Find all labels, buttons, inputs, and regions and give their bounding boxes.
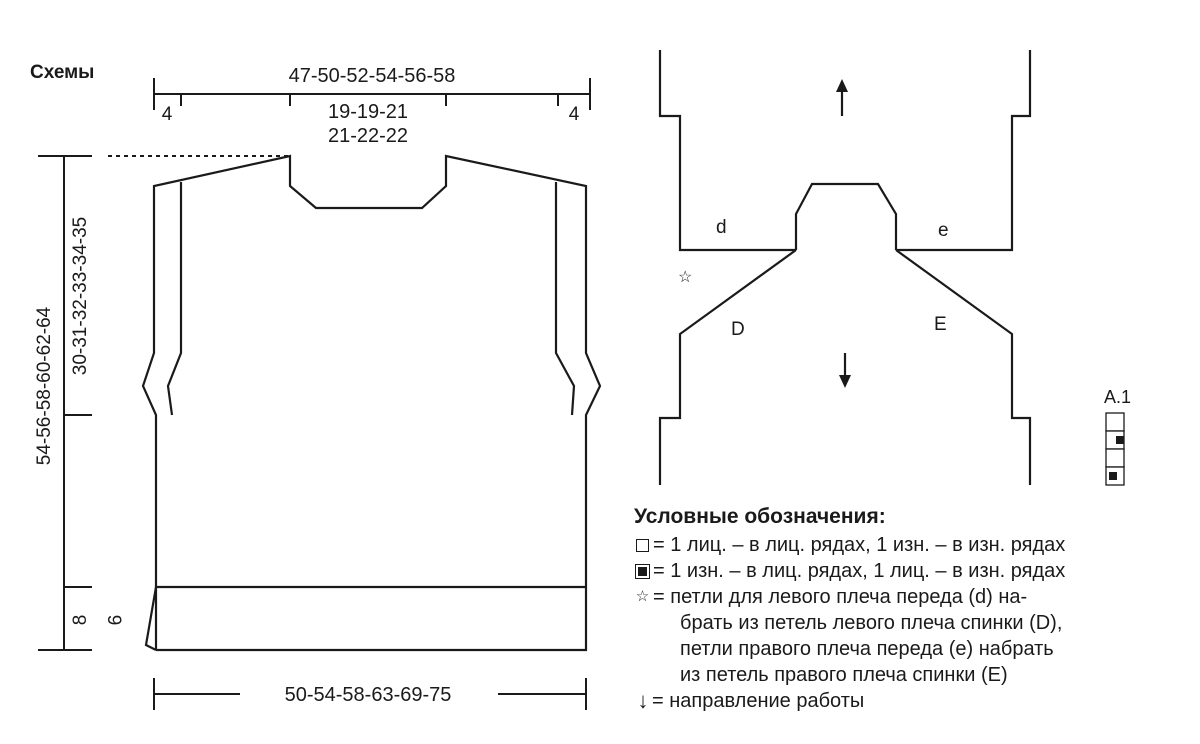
armhole-height-label: 30-31-32-33-34-35 (70, 216, 91, 376)
purl-stitch-mark (1116, 436, 1124, 444)
top-width-label: 47-50-52-54-56-58 (288, 65, 456, 87)
arrow-up-icon (836, 79, 848, 116)
chart-cell (1106, 449, 1124, 467)
purl-stitch-mark (1109, 472, 1117, 480)
section-title: Схемы (30, 62, 95, 83)
bottom-width-label: 50-54-58-63-69-75 (284, 684, 452, 706)
legend-item-direction-text: = направление работы (652, 690, 865, 712)
legend (634, 504, 1194, 714)
shoulder-join-diagram (660, 50, 1030, 485)
empty-square-icon (634, 537, 651, 554)
arrow-down-icon: ↓ (637, 688, 649, 713)
legend-item-knit-text: = 1 лиц. – в лиц. рядах, 1 изн. – в изн. рядах (653, 534, 1066, 556)
legend-item-knit (634, 532, 1194, 558)
neck-width-label-1: 19-19-21 (327, 101, 409, 123)
legend-title: Условные обозначения: (634, 505, 886, 528)
filled-square-icon (634, 563, 651, 580)
legend-item-star-text-4: из петель правого плеча спинки (E) (680, 664, 1008, 686)
shoulder-right-label: 4 (568, 104, 580, 125)
body-outline (143, 156, 600, 650)
label-e-small: e (938, 220, 949, 241)
legend-item-star (634, 584, 1194, 610)
chart-a1 (1104, 387, 1131, 485)
rib-height-label-a: 8 (70, 614, 91, 626)
legend-item-star-text-3: петли правого плеча переда (e) набрать (680, 638, 1054, 660)
chart-cell (1106, 413, 1124, 431)
legend-item-purl-text: = 1 изн. – в лиц. рядах, 1 лиц. – в изн. рядах (653, 560, 1066, 582)
label-E: E (934, 314, 947, 335)
chart-grid (1106, 413, 1124, 485)
top-width-dimension (154, 62, 590, 147)
vertical-dimensions (30, 156, 124, 650)
bottom-width-dimension (154, 678, 586, 710)
label-d-small: d (716, 217, 727, 238)
rib-height-label-b: 9 (103, 614, 124, 626)
legend-item-purl (634, 558, 1194, 584)
neck-width-label-2: 21-22-22 (327, 125, 409, 147)
total-length-label: 54-56-58-60-62-64 (34, 306, 55, 466)
label-D: D (731, 319, 745, 340)
arrow-down-icon (839, 353, 851, 388)
star-icon: ☆ (678, 269, 693, 286)
chart-title: A.1 (1104, 387, 1132, 407)
shoulder-left-label: 4 (161, 104, 173, 125)
star-icon: ☆ (635, 588, 650, 605)
legend-item-direction (634, 688, 1194, 714)
legend-item-star-text-1: = петли для левого плеча переда (d) на- (653, 586, 1028, 608)
legend-item-star-text-2: брать из петель левого плеча спинки (D), (680, 612, 1063, 634)
